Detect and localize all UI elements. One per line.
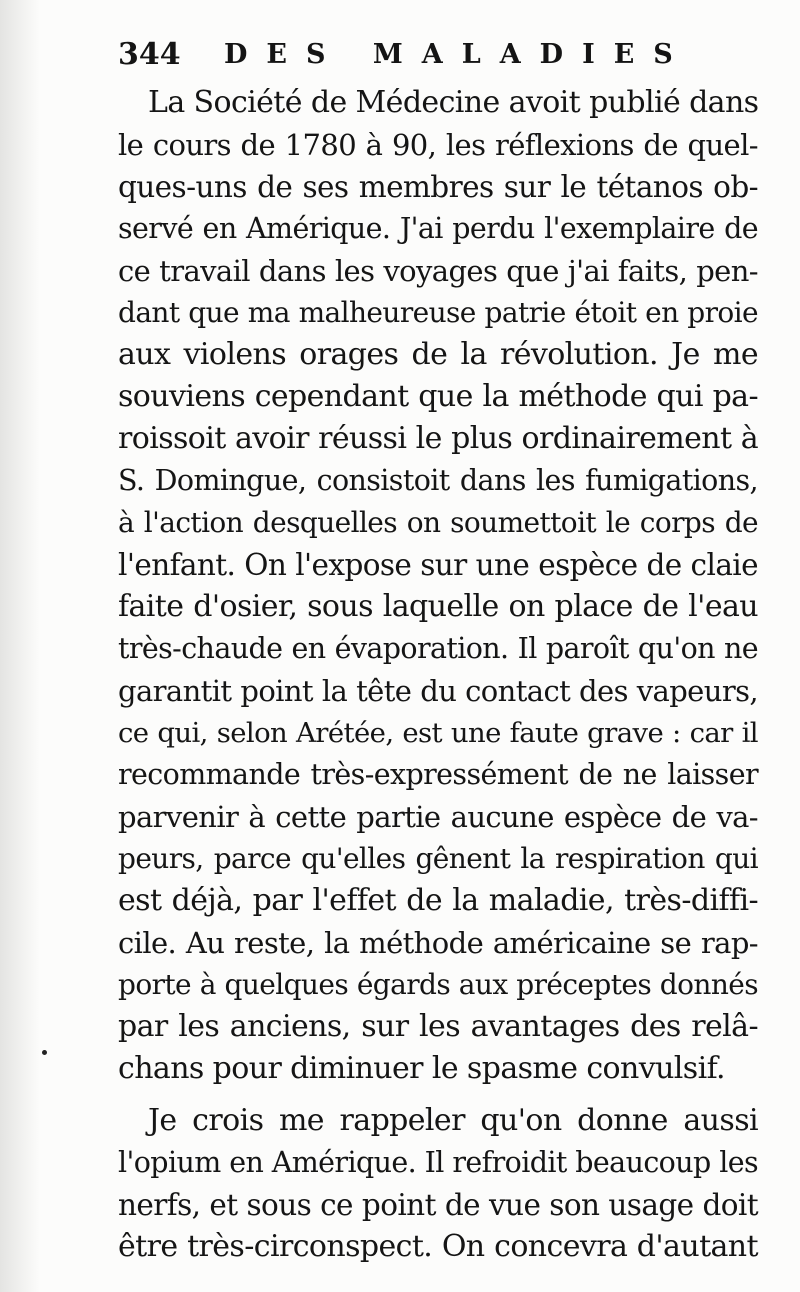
text-line: chans pour diminuer le spasme convulsif. [118, 1051, 725, 1086]
running-title: DES MALADIES [224, 39, 692, 70]
text-line: à l'action desquelles on soumettoit le corps de [118, 506, 758, 539]
page-number: 344 [118, 37, 181, 72]
text-line: est déjà, par l'effet de la maladie, très-diffi- [118, 883, 758, 918]
ink-speck [42, 1050, 47, 1055]
text-line: roissoit avoir réussi le plus ordinairement à [118, 421, 758, 456]
text-line: l'opium en Amérique. Il refroidit beaucoup les [118, 1146, 758, 1179]
page-gutter-shadow [0, 0, 40, 1292]
text-line: porte à quelques égards aux préceptes donnés [118, 968, 758, 1001]
text-line: le cours de 1780 à 90, les réflexions de quel- [118, 128, 758, 162]
text-line: La Société de Médecine avoit publié dans [148, 85, 759, 120]
text-line: peurs, parce qu'elles gênent la respiration qui [118, 842, 758, 875]
text-line: faite d'osier, sous laquelle on place de l'eau [118, 589, 758, 624]
text-line: parvenir à cette partie aucune espèce de va- [118, 800, 758, 834]
text-line: recommande très-expressément de ne laisser [118, 758, 758, 791]
text-line: garantit point la tête du contact des vapeurs, [118, 674, 758, 708]
text-line: ce travail dans les voyages que j'ai faits, pen- [118, 254, 758, 288]
text-line: être très-circonspect. On concevra d'autant [118, 1229, 758, 1264]
text-line: très-chaude en évaporation. Il paroît qu'on ne [118, 632, 758, 665]
text-line: Je crois me rappeler qu'on donne aussi [148, 1103, 758, 1138]
text-line: par les anciens, sur les avantages des relâ- [118, 1009, 758, 1044]
text-line: ques-uns de ses membres sur le tétanos ob- [118, 170, 758, 204]
body-text [118, 82, 758, 1268]
text-line: nerfs, et sous ce point de vue son usage doit [118, 1188, 758, 1222]
text-line: l'enfant. On l'expose sur une espèce de claie [118, 548, 758, 582]
text-line: servé en Amérique. J'ai perdu l'exemplaire de [118, 212, 758, 245]
text-line: S. Domingue, consistoit dans les fumigations, [118, 464, 758, 497]
text-line: cile. Au reste, la méthode américaine se rap- [118, 926, 758, 960]
text-line: aux violens orages de la révolution. Je me [118, 337, 758, 372]
text-line: dant que ma malheureuse patrie étoit en proie [118, 296, 758, 329]
text-line: ce qui, selon Arétée, est une faute grave : car il [118, 717, 758, 749]
text-line: souviens cependant que la méthode qui pa- [118, 379, 758, 414]
running-header [118, 30, 778, 80]
